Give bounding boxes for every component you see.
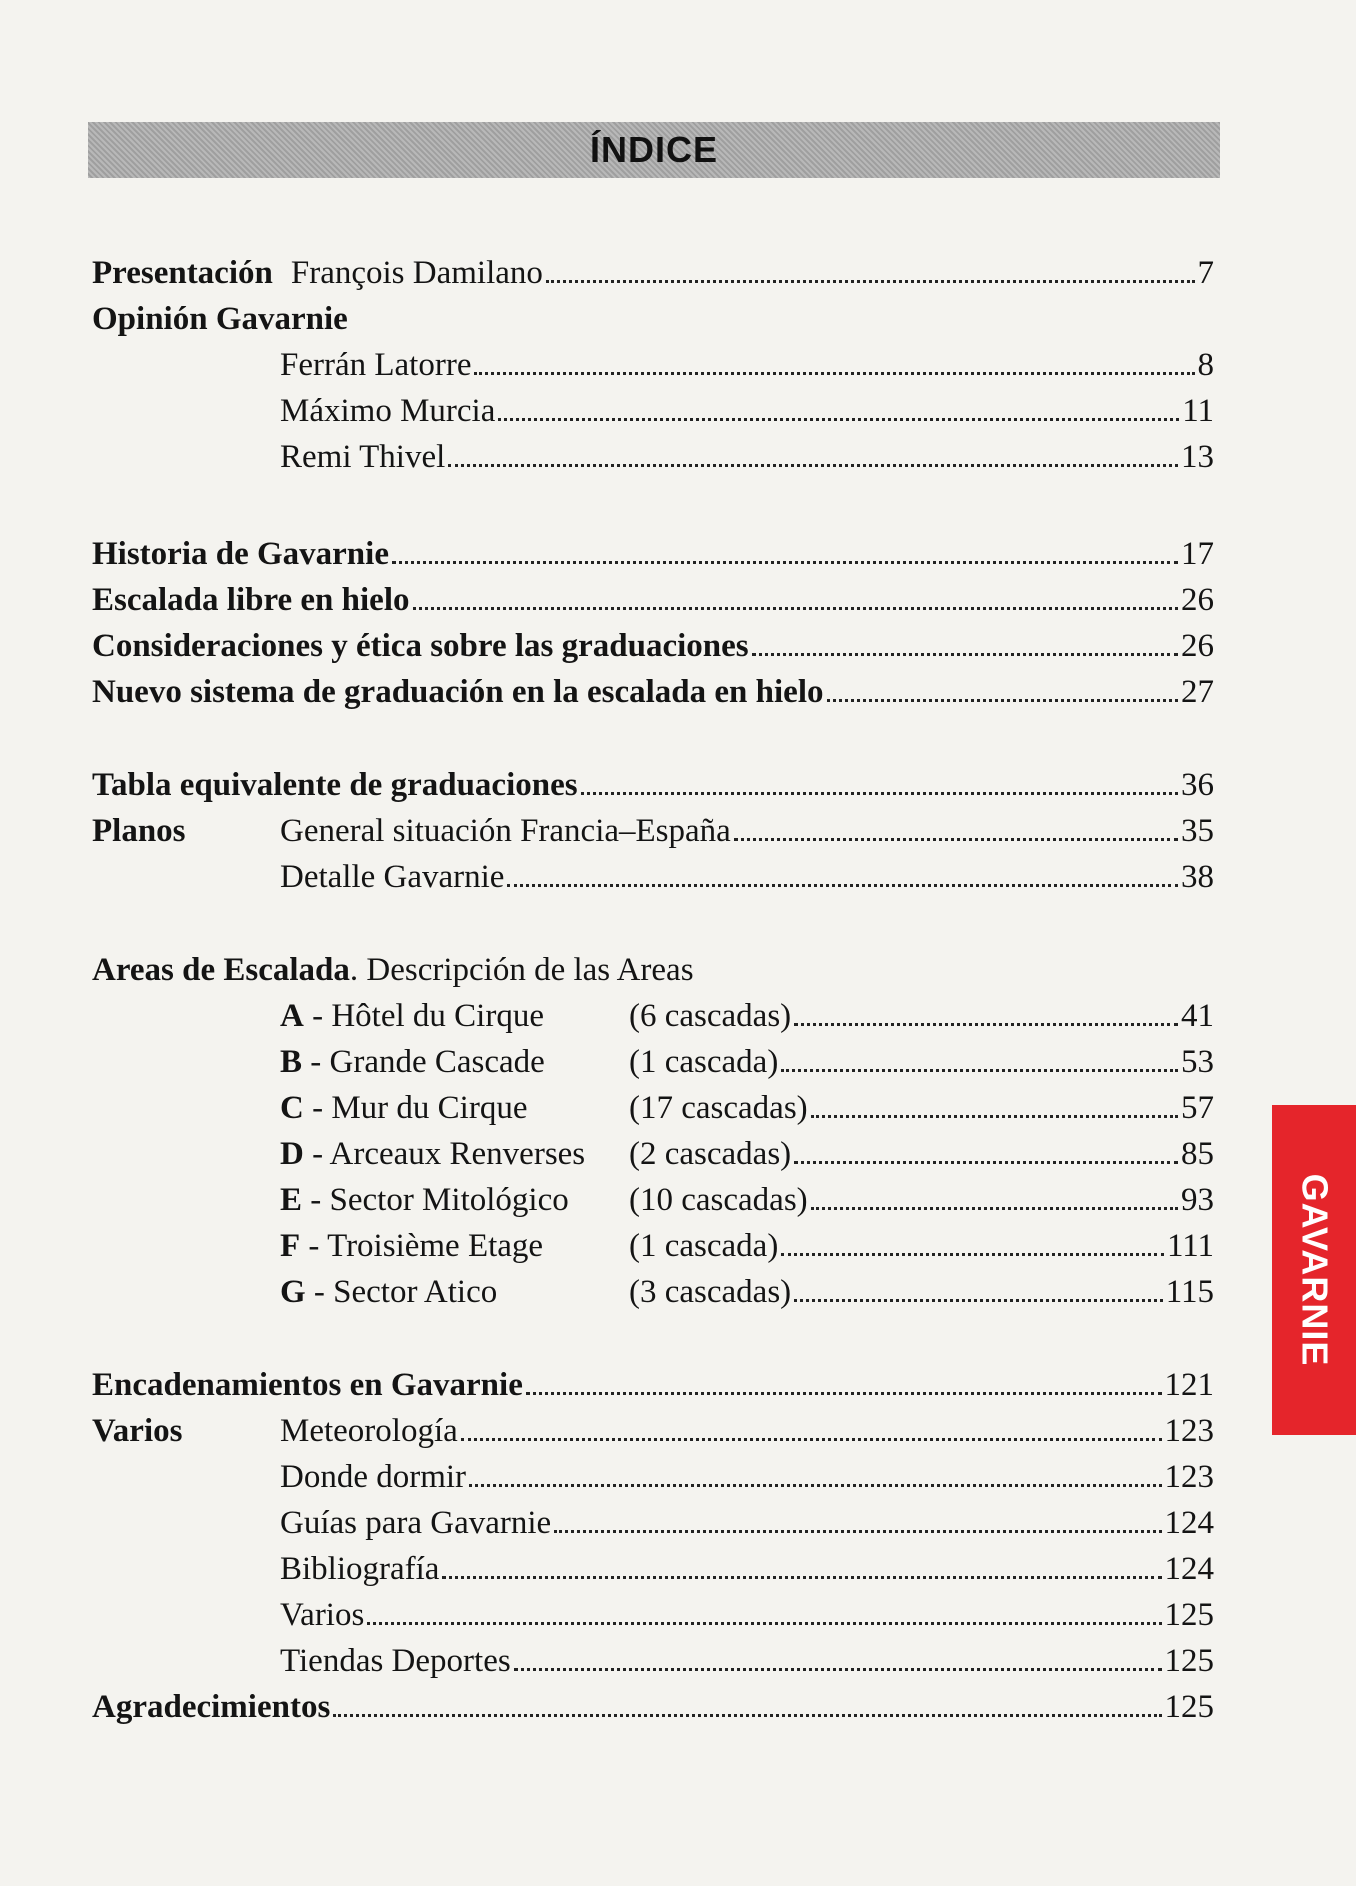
toc-entry-label: General situación Francia–España xyxy=(280,813,731,849)
toc-entry-planos-general[interactable] xyxy=(92,808,1214,854)
area-cascade-count: (3 cascadas) xyxy=(629,1274,792,1310)
area-title: - Grande Cascade xyxy=(302,1044,545,1080)
toc-entry-label: Donde dormir xyxy=(280,1459,467,1495)
dot-leader xyxy=(448,464,1178,467)
toc-section-title: Opinión Gavarnie xyxy=(92,301,348,337)
toc-page-number: 85 xyxy=(1181,1136,1214,1172)
dot-leader xyxy=(752,653,1178,656)
toc-page-number: 38 xyxy=(1181,859,1214,895)
toc-entry[interactable] xyxy=(92,342,1214,388)
toc-page-number: 115 xyxy=(1165,1274,1214,1310)
dot-leader xyxy=(811,1115,1178,1118)
toc-page-number: 125 xyxy=(1164,1643,1214,1679)
area-title: - Sector Atico xyxy=(305,1274,498,1310)
index-header-bar xyxy=(88,122,1220,178)
toc-entry-consideraciones[interactable] xyxy=(92,623,1214,669)
gavarnie-side-tab xyxy=(1272,1105,1356,1435)
toc-entry[interactable] xyxy=(92,1500,1214,1546)
dot-leader xyxy=(442,1576,1161,1579)
area-cascade-count: (1 cascada) xyxy=(629,1228,779,1264)
toc-entry-varios-meteorologia[interactable] xyxy=(92,1408,1214,1454)
dot-leader xyxy=(827,699,1179,702)
toc-page-number: 57 xyxy=(1181,1090,1214,1126)
toc-entry-label: Varios xyxy=(280,1597,365,1633)
area-cascade-count: (17 cascadas) xyxy=(629,1090,808,1126)
toc-entry[interactable] xyxy=(92,388,1214,434)
toc-entry-encadenamientos[interactable] xyxy=(92,1362,1214,1408)
toc-section-title: Planos xyxy=(92,813,186,849)
toc-area-entry[interactable] xyxy=(92,1131,1214,1177)
area-letter: B xyxy=(280,1044,303,1080)
toc-page-number: 13 xyxy=(1181,439,1214,475)
dot-leader xyxy=(333,1714,1161,1717)
dot-leader xyxy=(514,1668,1162,1671)
toc-entry[interactable] xyxy=(92,1592,1214,1638)
toc-page-number: 41 xyxy=(1181,998,1214,1034)
toc-entry-title: Agradecimientos xyxy=(92,1689,331,1725)
toc-entry-tabla[interactable] xyxy=(92,762,1214,808)
toc-entry-title: Tabla equivalente de graduaciones xyxy=(92,767,578,803)
area-name xyxy=(280,1177,629,1223)
toc-page-number: 26 xyxy=(1181,582,1214,618)
dot-leader xyxy=(781,1069,1178,1072)
toc-area-entry[interactable] xyxy=(92,993,1214,1039)
toc-area-entry[interactable] xyxy=(92,1039,1214,1085)
dot-leader xyxy=(581,792,1178,795)
area-title: - Hôtel du Cirque xyxy=(303,998,544,1034)
area-name xyxy=(280,1131,629,1177)
toc-page-number: 11 xyxy=(1182,393,1214,429)
toc-entry-title: Consideraciones y ética sobre las graduaciones xyxy=(92,628,749,664)
toc-entry-title: Encadenamientos en Gavarnie xyxy=(92,1367,523,1403)
area-title: - Arceaux Renverses xyxy=(303,1136,586,1172)
toc-entry-label: Detalle Gavarnie xyxy=(280,859,505,895)
toc-page-number: 26 xyxy=(1181,628,1214,664)
toc-page-number: 124 xyxy=(1164,1551,1214,1587)
toc-entry-title: Escalada libre en hielo xyxy=(92,582,410,618)
index-title: ÍNDICE xyxy=(589,129,718,170)
toc-entry[interactable] xyxy=(92,434,1214,480)
area-letter: C xyxy=(280,1090,304,1126)
area-cascade-count: (6 cascadas) xyxy=(629,998,792,1034)
area-cascade-count: (10 cascadas) xyxy=(629,1182,808,1218)
toc-entry-title: Presentación xyxy=(92,255,273,291)
area-title: - Sector Mitológico xyxy=(302,1182,569,1218)
toc-entry-label: Meteorología xyxy=(280,1413,458,1449)
toc-page-number: 123 xyxy=(1164,1413,1214,1449)
area-letter: D xyxy=(280,1136,304,1172)
toc-entry-label: Bibliografía xyxy=(280,1551,440,1587)
toc-area-entry[interactable] xyxy=(92,1269,1214,1315)
toc-page-number: 36 xyxy=(1181,767,1214,803)
area-cascade-count: (1 cascada) xyxy=(629,1044,779,1080)
dot-leader xyxy=(498,418,1179,421)
toc-entry-label: Guías para Gavarnie xyxy=(280,1505,552,1541)
dot-leader xyxy=(526,1392,1162,1395)
toc-entry-agradecimientos[interactable] xyxy=(92,1684,1214,1730)
dot-leader xyxy=(734,838,1178,841)
toc-entry-label: Remi Thivel xyxy=(280,439,446,475)
toc-page-number: 7 xyxy=(1197,255,1214,291)
area-name xyxy=(280,1039,629,1085)
toc-page-number: 125 xyxy=(1164,1597,1214,1633)
dot-leader xyxy=(546,280,1195,283)
area-name xyxy=(280,1223,629,1269)
toc-entry-label: Tiendas Deportes xyxy=(280,1643,511,1679)
area-letter: E xyxy=(280,1182,303,1218)
toc-area-entry[interactable] xyxy=(92,1177,1214,1223)
toc-area-entry[interactable] xyxy=(92,1085,1214,1131)
dot-leader xyxy=(794,1023,1178,1026)
area-title: - Troisième Etage xyxy=(300,1228,544,1264)
toc-section-title: Areas de Escalada xyxy=(92,952,350,988)
dot-leader xyxy=(794,1299,1163,1302)
toc-page-number: 35 xyxy=(1181,813,1214,849)
toc-entry-planos-detalle[interactable] xyxy=(92,854,1214,900)
toc-section-areas xyxy=(92,947,1214,993)
dot-leader xyxy=(794,1161,1178,1164)
toc-area-entry[interactable] xyxy=(92,1223,1214,1269)
toc-page-number: 123 xyxy=(1164,1459,1214,1495)
toc-page-number: 17 xyxy=(1181,536,1214,572)
toc-entry-title: Historia de Gavarnie xyxy=(92,536,389,572)
toc-entry-label: Ferrán Latorre xyxy=(280,347,472,383)
dot-leader xyxy=(554,1530,1161,1533)
area-title: - Mur du Cirque xyxy=(303,1090,528,1126)
toc-entry-presentacion[interactable] xyxy=(92,250,1214,296)
toc-page-number: 111 xyxy=(1166,1228,1214,1264)
toc-page-number: 8 xyxy=(1197,347,1214,383)
dot-leader xyxy=(507,884,1178,887)
toc-section-title: Varios xyxy=(92,1413,183,1449)
toc-page-number: 121 xyxy=(1164,1367,1214,1403)
area-letter: G xyxy=(280,1274,306,1310)
dot-leader xyxy=(413,607,1179,610)
toc-page-number: 125 xyxy=(1164,1689,1214,1725)
toc-page-number: 27 xyxy=(1181,674,1214,710)
toc-entry-historia[interactable] xyxy=(92,531,1214,577)
toc-entry[interactable] xyxy=(92,1638,1214,1684)
toc-section-subtitle: . Descripción de las Areas xyxy=(349,952,694,988)
dot-leader xyxy=(367,1622,1161,1625)
dot-leader xyxy=(811,1207,1178,1210)
toc-entry-title: Nuevo sistema de graduación en la escalada en hielo xyxy=(92,674,824,710)
toc-page-number: 53 xyxy=(1181,1044,1214,1080)
toc-page-number: 93 xyxy=(1181,1182,1214,1218)
toc-entry-label: Máximo Murcia xyxy=(280,393,496,429)
dot-leader xyxy=(392,561,1178,564)
dot-leader xyxy=(461,1438,1162,1441)
dot-leader xyxy=(469,1484,1161,1487)
dot-leader xyxy=(781,1253,1164,1256)
toc-entry-author: François Damilano xyxy=(290,255,543,291)
toc-entry[interactable] xyxy=(92,1454,1214,1500)
toc-entry-nuevo-sistema[interactable] xyxy=(92,669,1214,715)
area-name xyxy=(280,1085,629,1131)
toc-entry[interactable] xyxy=(92,1546,1214,1592)
toc-page-number: 124 xyxy=(1164,1505,1214,1541)
area-letter: F xyxy=(280,1228,301,1264)
area-name xyxy=(280,1269,629,1315)
area-letter: A xyxy=(280,998,304,1034)
side-tab-label: GAVARNIE xyxy=(1294,1173,1335,1367)
area-cascade-count: (2 cascadas) xyxy=(629,1136,792,1172)
toc-entry-escalada-libre[interactable] xyxy=(92,577,1214,623)
toc-section-opinion xyxy=(92,296,1214,342)
dot-leader xyxy=(474,372,1194,375)
area-name xyxy=(280,993,629,1039)
